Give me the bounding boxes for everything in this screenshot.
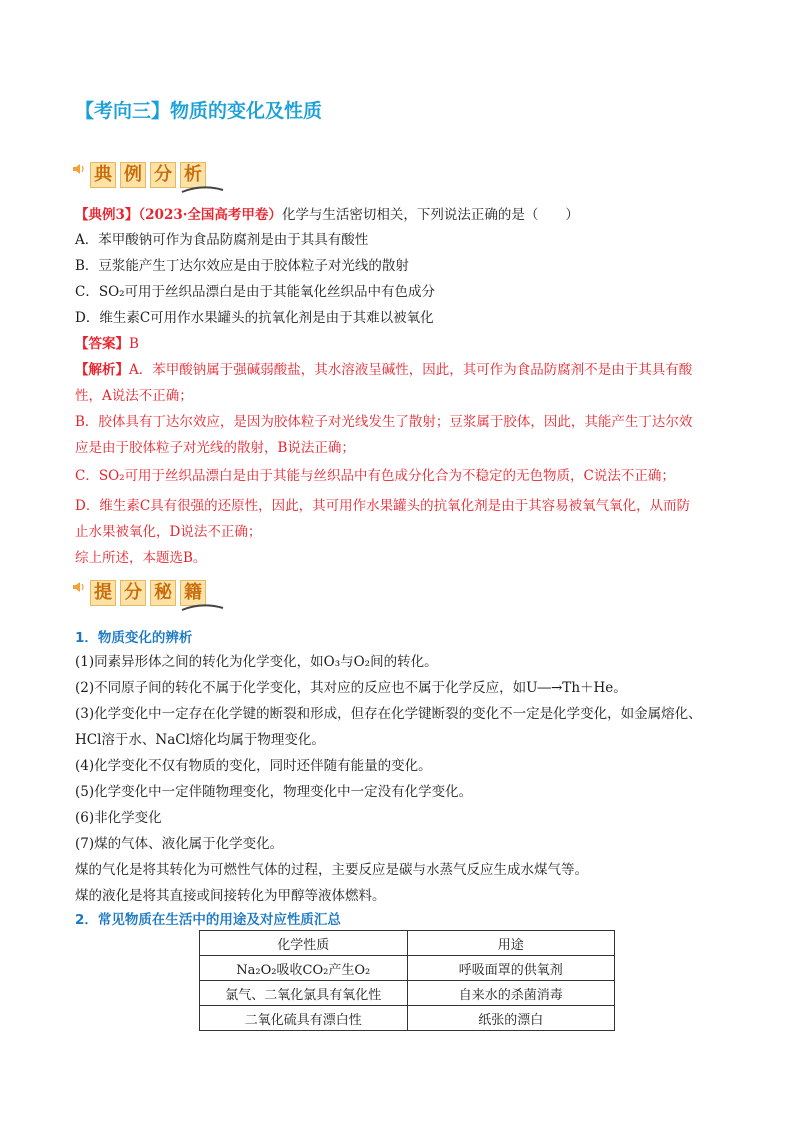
analysis-line: 综上所述，本题选B。 bbox=[75, 550, 207, 566]
banner-score-tips bbox=[72, 576, 232, 614]
table-cell: 呼吸面罩的供氧剂 bbox=[407, 956, 615, 981]
tip-item: 煤的液化是将其直接或间接转化为甲醇等液体燃料。 bbox=[75, 888, 386, 904]
speaker-icon bbox=[72, 162, 86, 176]
tip-item: (6)非化学变化 bbox=[75, 810, 162, 826]
speaker-icon bbox=[72, 580, 86, 594]
option-d: D．维生素C可用作水果罐头的抗氧化剂是由于其难以被氧化 bbox=[75, 310, 434, 326]
analysis-line bbox=[75, 358, 692, 378]
table-row bbox=[200, 981, 615, 1006]
tip-item: (5)化学变化中一定伴随物理变化，物理变化中一定没有化学变化。 bbox=[75, 784, 473, 800]
banner-char: 提 bbox=[90, 580, 116, 606]
example-tag: 【典例3】 bbox=[75, 207, 139, 223]
answer-tag: 【答案】 bbox=[75, 336, 129, 352]
banner-char: 秘 bbox=[150, 580, 176, 606]
analysis-line: C．SO₂可用于丝织品漂白是由于其能与丝织品中有色成分化合为不稳定的无色物质，C说法不正确； bbox=[75, 468, 675, 484]
properties-table bbox=[199, 930, 615, 1031]
option-b: B．豆浆能产生丁达尔效应是由于胶体粒子对光线的散射 bbox=[75, 258, 409, 274]
banner-example-analysis bbox=[72, 158, 232, 196]
option-c: C．SO₂可用于丝织品漂白是由于其能氧化丝织品中有色成分 bbox=[75, 284, 436, 300]
swoosh-decoration bbox=[180, 184, 225, 194]
banner-char: 例 bbox=[120, 162, 146, 188]
banner-char: 典 bbox=[90, 162, 116, 188]
table-row bbox=[200, 1006, 615, 1031]
table-row bbox=[200, 956, 615, 981]
table-cell: 自来水的杀菌消毒 bbox=[407, 981, 615, 1006]
tip-item: (4)化学变化不仅有物质的变化，同时还伴随有能量的变化。 bbox=[75, 758, 432, 774]
table-cell: 氯气、二氧化氯具有氧化性 bbox=[200, 981, 408, 1006]
analysis-line: 止水果被氧化，D说法不正确； bbox=[75, 524, 262, 540]
swoosh-decoration bbox=[180, 602, 225, 612]
tips-heading-1: 1．物质变化的辨析 bbox=[75, 630, 193, 646]
example-source: （2023·全国高考甲卷） bbox=[138, 207, 282, 223]
answer-line bbox=[75, 332, 139, 352]
analysis-text: A．苯甲酸钠属于强碱弱酸盐，其水溶液呈碱性，因此，其可作为食品防腐剂不是由于其具有酸 bbox=[129, 362, 693, 378]
banner-char: 分 bbox=[120, 580, 146, 606]
banner-char: 籍 bbox=[180, 580, 206, 606]
tip-item: (3)化学变化中一定存在化学键的断裂和形成，但存在化学键断裂的变化不一定是化学变化，如金属熔化、 bbox=[75, 706, 702, 722]
table-header-cell: 化学性质 bbox=[200, 931, 408, 956]
table-cell: 纸张的漂白 bbox=[407, 1006, 615, 1031]
banner-char: 分 bbox=[150, 162, 176, 188]
table-header-row bbox=[200, 931, 615, 956]
table-header-cell: 用途 bbox=[407, 931, 615, 956]
example-question bbox=[75, 203, 579, 223]
tip-item: (1)同素异形体之间的转化为化学变化，如O₃与O₂间的转化。 bbox=[75, 654, 438, 670]
tip-item: HCl溶于水、NaCl熔化均属于物理变化。 bbox=[75, 732, 325, 748]
analysis-line: 性，A说法不正确； bbox=[75, 388, 193, 404]
tip-item: (2)不同原子间的转化不属于化学变化，其对应的反应也不属于化学反应，如U―→Th＋He。 bbox=[75, 680, 627, 696]
tip-item: (7)煤的气体、液化属于化学变化。 bbox=[75, 836, 284, 852]
table-cell: 二氧化硫具有漂白性 bbox=[200, 1006, 408, 1031]
tip-item: 煤的气化是将其转化为可燃性气体的过程，主要反应是碳与水蒸气反应生成水煤气等。 bbox=[75, 862, 588, 878]
tips-heading-2: 2．常见物质在生活中的用途及对应性质汇总 bbox=[75, 912, 341, 928]
section-title: 【考向三】物质的变化及性质 bbox=[75, 100, 323, 122]
option-a: A．苯甲酸钠可作为食品防腐剂是由于其具有酸性 bbox=[75, 232, 369, 248]
question-text: 化学与生活密切相关，下列说法正确的是（ ） bbox=[281, 207, 579, 223]
analysis-line: 应是由于胶体粒子对光线的散射，B说法正确； bbox=[75, 440, 355, 456]
analysis-line: B．胶体具有丁达尔效应，是因为胶体粒子对光线发生了散射；豆浆属于胶体，因此，其能产生丁达尔效 bbox=[75, 414, 693, 430]
banner-char: 析 bbox=[180, 162, 206, 188]
analysis-tag: 【解析】 bbox=[75, 362, 129, 378]
analysis-line: D．维生素C具有很强的还原性，因此，其可用作水果罐头的抗氧化剂是由于其容易被氧气氧化，从而防 bbox=[75, 498, 691, 514]
table-cell: Na₂O₂吸收CO₂产生O₂ bbox=[200, 956, 408, 981]
answer-value: B bbox=[129, 336, 139, 352]
